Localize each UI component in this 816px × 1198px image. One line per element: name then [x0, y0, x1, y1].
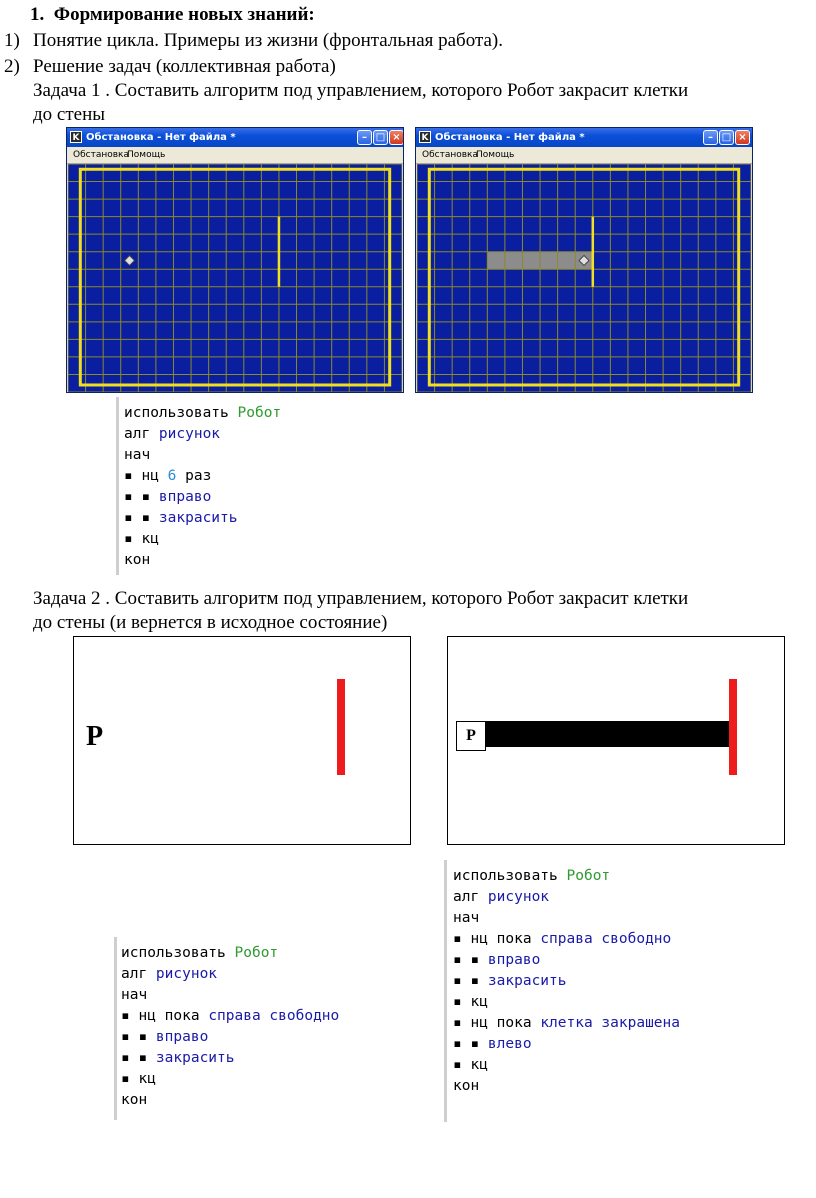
code-line — [121, 964, 339, 985]
code-token: алг — [124, 426, 159, 442]
code-token: кц — [138, 1071, 156, 1087]
code-token: ▪ ▪ — [124, 489, 159, 505]
menu-bar — [416, 147, 752, 164]
menu-obstanovka[interactable]: Обстановка — [73, 150, 129, 160]
title-bar[interactable] — [416, 128, 752, 147]
task2-field-after — [447, 636, 785, 845]
code-line — [124, 508, 281, 529]
code-line — [121, 1048, 339, 1069]
painted-cell — [487, 252, 505, 270]
list-marker: 2) — [4, 56, 20, 77]
code-token: нач — [124, 447, 151, 463]
code-token: кц — [470, 994, 488, 1010]
code-token: закрасить — [158, 510, 238, 526]
code-token: использовать — [121, 945, 235, 961]
code-line — [124, 550, 281, 571]
code-token: Робот — [234, 945, 279, 961]
painted-cells — [484, 721, 734, 747]
code-token: ▪ ▪ — [453, 973, 488, 989]
close-button[interactable] — [735, 130, 750, 145]
app-icon: K — [70, 131, 82, 143]
robot-label: Р — [86, 721, 104, 752]
code-line — [121, 1006, 339, 1027]
code-line — [121, 1069, 339, 1090]
code-token: нц — [141, 468, 168, 484]
code-line — [124, 445, 281, 466]
code-token: ▪ — [124, 531, 142, 547]
code-line — [121, 943, 339, 964]
code-token: справа свободно — [208, 1008, 340, 1024]
code-token: нач — [121, 987, 148, 1003]
menu-help[interactable]: Помощь — [127, 150, 166, 160]
list-item-text: Понятие цикла. Примеры из жизни (фронтальная работа). — [33, 30, 504, 51]
code-token: ▪ ▪ — [121, 1029, 156, 1045]
code-line — [453, 1013, 680, 1034]
field-background — [68, 164, 402, 392]
code-token: справа свободно — [540, 931, 672, 947]
code-line — [124, 487, 281, 508]
code-token: клетка закрашена — [540, 1015, 680, 1031]
robot-window-before — [66, 127, 404, 393]
code-token: вправо — [158, 489, 212, 505]
robot-field — [68, 164, 402, 392]
code-line — [124, 529, 281, 550]
code-token: закрасить — [155, 1050, 235, 1066]
code-line — [124, 403, 281, 424]
maximize-icon: □ — [721, 132, 732, 143]
code-token: нц пока — [470, 1015, 541, 1031]
minimize-button[interactable] — [703, 130, 718, 145]
code-line — [453, 971, 680, 992]
code-listing-task1 — [124, 403, 281, 571]
close-button[interactable] — [389, 130, 404, 145]
code-token: кц — [141, 531, 159, 547]
code-token: рисунок — [155, 966, 218, 982]
minimize-button[interactable] — [357, 130, 372, 145]
minimize-icon: – — [708, 132, 713, 143]
code-token: использовать — [453, 868, 567, 884]
code-gutter — [114, 937, 117, 1120]
code-line — [121, 1090, 339, 1111]
window-title: Обстановка - Нет файла * — [86, 132, 236, 143]
app-icon: K — [419, 131, 431, 143]
code-line — [124, 466, 281, 487]
code-token: кон — [453, 1078, 480, 1094]
title-bar[interactable] — [67, 128, 403, 147]
field-background — [417, 164, 751, 392]
code-token: нц пока — [138, 1008, 209, 1024]
code-line — [453, 1034, 680, 1055]
task1-line2: до стены — [33, 104, 106, 125]
code-listing-task2 — [121, 943, 339, 1111]
code-line — [453, 908, 680, 929]
code-token: ▪ — [121, 1071, 139, 1087]
section-number: 1. — [30, 4, 45, 25]
code-line — [453, 992, 680, 1013]
list-item — [4, 29, 20, 53]
maximize-button[interactable] — [373, 130, 388, 145]
code-token: вправо — [487, 952, 541, 968]
task2-line2: до стены (и вернется в исходное состояние) — [33, 612, 388, 633]
code-token: использовать — [124, 405, 238, 421]
window-title: Обстановка - Нет файла * — [435, 132, 585, 143]
close-icon: × — [392, 132, 401, 143]
painted-cell — [505, 252, 523, 270]
painted-cell — [540, 252, 558, 270]
menu-obstanovka[interactable]: Обстановка — [422, 150, 478, 160]
code-token: рисунок — [158, 426, 221, 442]
code-token: раз — [176, 468, 212, 484]
code-token: кон — [124, 552, 151, 568]
code-token: Робот — [566, 868, 611, 884]
code-token: ▪ — [453, 994, 471, 1010]
code-token: ▪ — [453, 931, 471, 947]
code-token: кц — [470, 1057, 488, 1073]
code-line — [453, 950, 680, 971]
painted-cell — [558, 252, 576, 270]
list-marker: 1) — [4, 30, 20, 51]
code-line — [453, 929, 680, 950]
code-token: 6 — [167, 468, 177, 484]
code-token: вправо — [155, 1029, 209, 1045]
menu-bar — [67, 147, 403, 164]
list-item — [4, 55, 20, 79]
code-line — [121, 1027, 339, 1048]
code-token: ▪ ▪ — [124, 510, 159, 526]
wall-marker — [337, 679, 345, 775]
code-line — [124, 424, 281, 445]
code-token: нц пока — [470, 931, 541, 947]
maximize-icon: □ — [375, 132, 386, 143]
menu-help[interactable]: Помощь — [476, 150, 515, 160]
code-token: рисунок — [487, 889, 550, 905]
code-token: влево — [487, 1036, 532, 1052]
painted-cell — [522, 252, 540, 270]
code-line — [453, 1055, 680, 1076]
code-gutter — [444, 860, 447, 1122]
code-token: ▪ — [121, 1008, 139, 1024]
robot-field — [417, 164, 751, 392]
code-token: Робот — [237, 405, 282, 421]
section-heading — [30, 3, 315, 27]
code-line — [453, 887, 680, 908]
maximize-button[interactable] — [719, 130, 734, 145]
code-gutter — [116, 397, 119, 575]
close-icon: × — [738, 132, 747, 143]
code-token: ▪ — [453, 1015, 471, 1031]
task2-field-before — [73, 636, 411, 845]
wall-marker — [729, 679, 737, 775]
code-line — [453, 1076, 680, 1097]
task2-line1: Задача 2 . Составить алгоритм под управлением, которого Робот закрасит клетки — [33, 588, 689, 609]
code-token: ▪ ▪ — [121, 1050, 156, 1066]
robot-label: Р — [456, 721, 486, 751]
code-token: ▪ ▪ — [453, 1036, 488, 1052]
code-token: алг — [121, 966, 156, 982]
robot-window-after — [415, 127, 753, 393]
code-line — [453, 866, 680, 887]
minimize-icon: – — [362, 132, 367, 143]
list-item-text: Решение задач (коллективная работа) — [33, 56, 336, 77]
code-token: кон — [121, 1092, 148, 1108]
code-token: ▪ — [453, 1057, 471, 1073]
code-listing-task2-return — [453, 866, 680, 1097]
code-token: нач — [453, 910, 480, 926]
section-title: Формирование новых знаний: — [53, 4, 315, 25]
code-line — [121, 985, 339, 1006]
code-token: ▪ — [124, 468, 142, 484]
code-token: закрасить — [487, 973, 567, 989]
code-token: алг — [453, 889, 488, 905]
task1-line1: Задача 1 . Составить алгоритм под управлением, которого Робот закрасит клетки — [33, 80, 689, 101]
code-token: ▪ ▪ — [453, 952, 488, 968]
